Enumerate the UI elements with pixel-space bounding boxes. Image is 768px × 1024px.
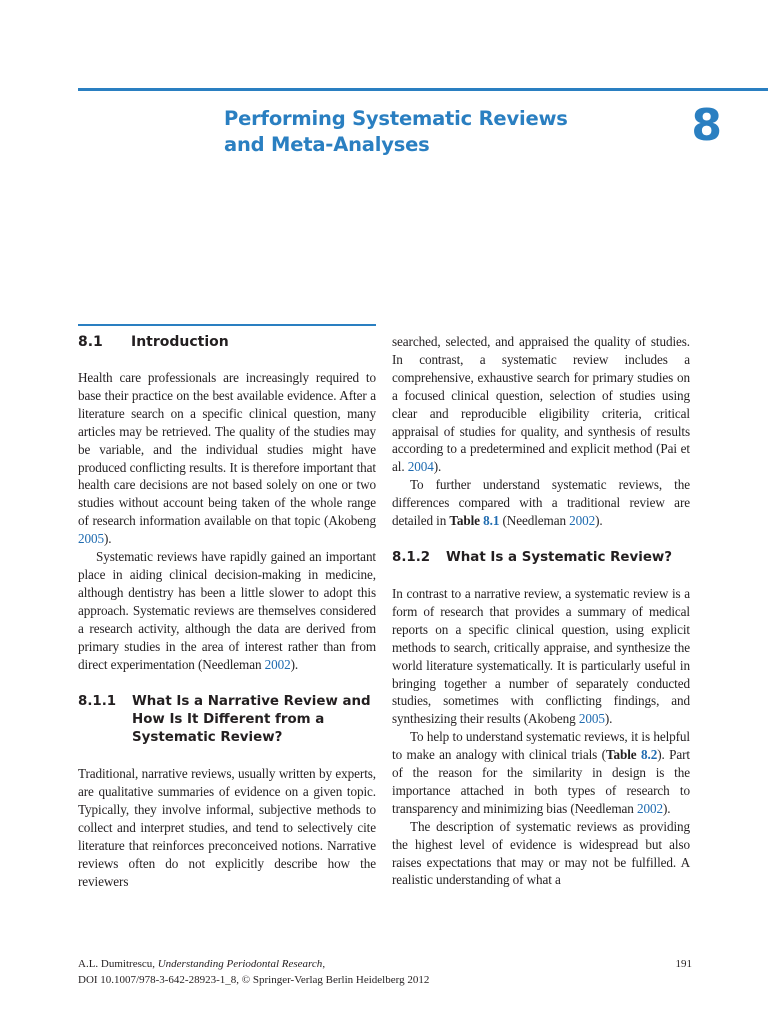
chapter-title-line2: and Meta-Analyses — [224, 133, 430, 156]
chapter-title-line1: Performing Systematic Reviews — [224, 107, 568, 130]
systematic-review-paragraph-1: In contrast to a narrative review, a systematic review is a form of research that provides a summary of medical reports on a specific clinical question, using explicit methods to search, critically appraise, and synthesize the world literature systematically. It is particularly useful in bringing together a number of separately conducted studies, sometimes with conflicting findings, and synthesizing their results (Akobeng 2005). — [392, 585, 690, 727]
table-link[interactable]: 8.1 — [483, 513, 500, 529]
citation-link[interactable]: 2004 — [407, 459, 434, 475]
citation-link[interactable]: 2005 — [578, 711, 605, 727]
footer-citation: A.L. Dumitrescu, Understanding Periodontal Research, — [78, 958, 326, 970]
section-number: 8.1 — [78, 334, 103, 350]
narrative-review-paragraph: Traditional, narrative reviews, usually written by experts, are qualitative summaries of evidence on a given topic. Typically, they involve informal, subjective methods to collect and interpret studies, and tend to selectively cite literature that reinforces preconceived notions. Narrative reviews often do not explicitly describe how the reviewers — [78, 766, 376, 889]
chapter-title — [224, 106, 644, 158]
subsection-number: 8.1.1 — [78, 694, 117, 710]
right-column — [392, 333, 690, 889]
subsection-heading-8-1-2 — [392, 549, 690, 567]
citation-link[interactable]: 2002 — [569, 513, 596, 529]
intro-paragraph-1: Health care professionals are increasingly required to base their practice on the best available evidence. After a literature search on a specific clinical question, many articles may be retrieved. The quality of the studies may be variable, and the individual studies might have produced conflicting results. It is therefore important that health care decisions are not based solely on one or two studies without account being taken of the whole range of research information available on that topic (Akobeng 2005). — [78, 370, 376, 547]
chapter-top-rule — [78, 88, 768, 91]
systematic-review-paragraph-2: To help to understand systematic reviews, it is helpful to make an analogy with clinical trials (Table 8.2). Part of the reason for the similarity in design is the importance attached in both types of research to transparency and minimizing bias (Needleman 2002). — [392, 729, 690, 816]
subsection-heading-8-1-1 — [78, 693, 376, 747]
systematic-review-paragraph-3: The description of systematic reviews as providing the highest level of evidence is widespread but also raises expectations that may or may not be fulfilled. A realistic understanding of what a — [392, 818, 690, 888]
section-rule — [78, 324, 376, 326]
citation-link[interactable]: 2005 — [78, 531, 104, 547]
page-number: 191 — [675, 958, 692, 970]
continued-paragraph: searched, selected, and appraised the quality of studies. In contrast, a systematic review includes a comprehensive, exhaustive search for primary studies on a focused clinical question, selection of studies using clear and reproducible eligibility criteria, critical appraisal of studies for quality, and synthesis of results according to a predetermined and explicit method (Pai et al. 2004). — [392, 334, 690, 475]
table-link[interactable]: 8.2 — [641, 747, 658, 763]
table-reference-paragraph: To further understand systematic reviews, the differences compared with a traditional review are detailed in Table 8.1 (Needleman 2002). — [392, 477, 690, 529]
subsection-title: What Is a Systematic Review? — [446, 549, 673, 565]
left-column — [78, 324, 376, 891]
book-title: Understanding Periodontal Research — [157, 958, 323, 970]
citation-link[interactable]: 2002 — [264, 656, 291, 672]
page-footer — [78, 956, 692, 988]
citation-link[interactable]: 2002 — [636, 800, 663, 816]
section-title: Introduction — [131, 334, 229, 350]
intro-paragraph-2: Systematic reviews have rapidly gained an important place in aiding clinical decision-making in medicine, although dentistry has been a little slower to adopt this approach. Systematic reviews are themselves considered a research activity, although the data are derived from primary studies in the area of interest rather than from direct experimentation (Needleman 2002). — [78, 549, 376, 672]
chapter-number: 8 — [691, 100, 722, 151]
subsection-title: What Is a Narrative Review and How Is It Different from a Systematic Review? — [132, 694, 371, 746]
subsection-number: 8.1.2 — [392, 549, 431, 565]
section-heading — [78, 333, 376, 351]
footer-doi: DOI 10.1007/978-3-642-28923-1_8, © Springer-Verlag Berlin Heidelberg 2012 — [78, 974, 430, 986]
